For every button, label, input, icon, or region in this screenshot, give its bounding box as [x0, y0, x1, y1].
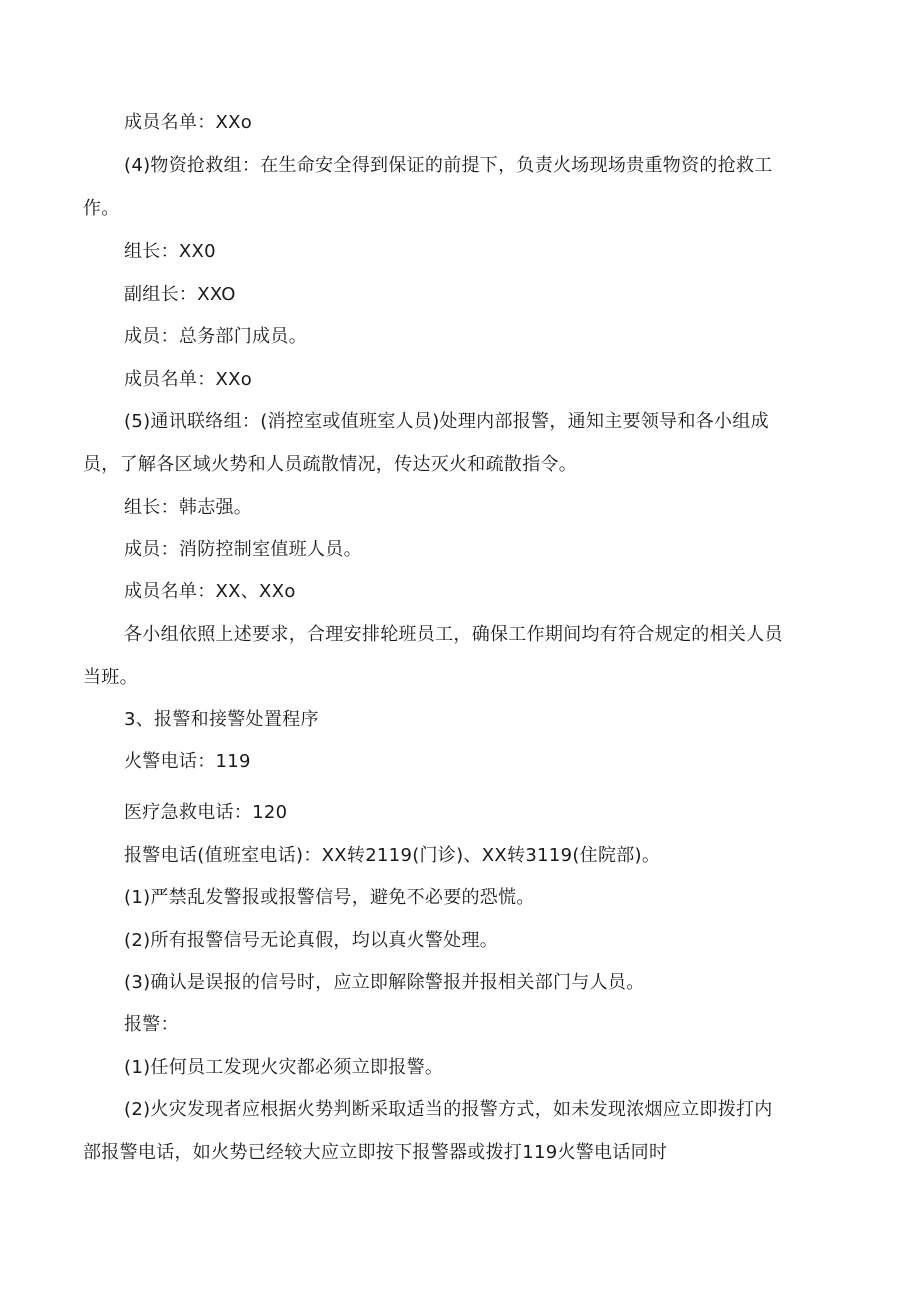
- text-line: (1)严禁乱发警报或报警信号，避免不必要的恐慌。: [124, 887, 535, 908]
- text-line: 成员名单：XXo: [124, 112, 253, 133]
- text-line: 各小组依照上述要求，合理安排轮班员工，确保工作期间均有符合规定的相关人员: [124, 624, 783, 645]
- text-line: 副组长：XXO: [124, 284, 236, 305]
- text-line: 报警电话(值班室电话)：XX转2119(门诊)、XX转3119(住院部)。: [124, 845, 661, 866]
- text-line: 成员名单：XX、XXo: [124, 581, 296, 602]
- text-line: 报警：: [124, 1014, 179, 1035]
- text-line: 当班。: [83, 667, 138, 688]
- text-line: 火警电话：119: [124, 751, 251, 772]
- text-line: 部报警电话，如火势已经较大应立即按下报警器或拨打119火警电话同时: [83, 1142, 668, 1163]
- text-line: 作。: [83, 198, 120, 219]
- section-heading: 3、报警和接警处置程序: [124, 709, 319, 730]
- text-line: 员，了解各区域火势和人员疏散情况，传达灭火和疏散指令。: [83, 454, 578, 475]
- text-line: (5)通讯联络组：(消控室或值班室人员)处理内部报警，通知主要领导和各小组成: [124, 411, 769, 432]
- text-line: (4)物资抢救组：在生命安全得到保证的前提下，负责火场现场贵重物资的抢救工: [124, 155, 773, 176]
- text-line: (2)火灾发现者应根据火势判断采取适当的报警方式，如未发现浓烟应立即拨打内: [124, 1099, 773, 1120]
- text-line: 成员：消防控制室值班人员。: [124, 539, 362, 560]
- text-line: 组长：韩志强。: [124, 497, 253, 518]
- text-line: 成员名单：XXo: [124, 369, 253, 390]
- text-line: (2)所有报警信号无论真假，均以真火警处理。: [124, 930, 499, 951]
- text-line: 医疗急救电话：120: [124, 802, 288, 823]
- text-line: (3)确认是误报的信号时，应立即解除警报并报相关部门与人员。: [124, 972, 645, 993]
- text-line: (1)任何员工发现火灾都必须立即报警。: [124, 1057, 444, 1078]
- text-line: 成员：总务部门成员。: [124, 326, 307, 347]
- text-line: 组长：XX0: [124, 241, 216, 262]
